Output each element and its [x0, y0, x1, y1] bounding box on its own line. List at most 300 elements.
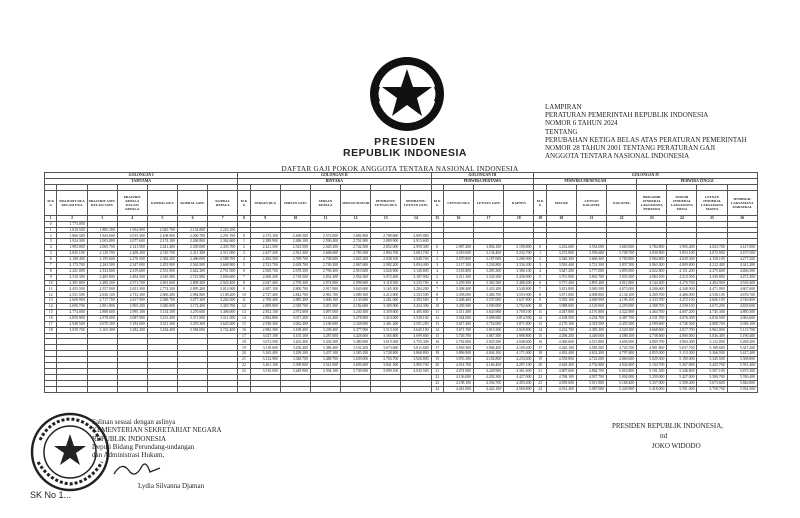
salary-cell: 3.532.200 — [341, 345, 371, 351]
salary-cell: 3.461.200 — [371, 321, 401, 327]
salary-cell: 4.697.600 — [546, 368, 576, 374]
salary-cell: 3.190.800 — [504, 245, 534, 251]
salary-cell: 3.140.800 — [401, 268, 431, 274]
salary-cell — [57, 386, 87, 392]
salary-cell: 4.151.200 — [667, 268, 697, 274]
salary-cell: 3.383.500 — [401, 298, 431, 304]
salary-cell: 1.943.600 — [87, 233, 117, 239]
salary-cell: 3.282.200 — [117, 327, 147, 333]
salary-cell: 3.540.300 — [546, 257, 576, 263]
salary-cell: 4.422.100 — [474, 386, 504, 392]
salary-cell: 5.113.700 — [727, 327, 757, 333]
salary-cell: 3.284.200 — [401, 286, 431, 292]
salary-cell: 3.027.100 — [250, 333, 280, 339]
salary-table-wrap — [44, 172, 758, 412]
salary-cell: 5.934.500 — [727, 386, 757, 392]
salary-cell: 3.230.300 — [341, 310, 371, 316]
salary-cell: 2.557.000 — [87, 286, 117, 292]
salary-cell: 2.647.400 — [250, 280, 280, 286]
salary-cell: 4.676.300 — [667, 315, 697, 321]
salary-cell: 2.895.000 — [401, 233, 431, 239]
mkg-cell: 24 — [534, 386, 546, 392]
column-number: 3 — [87, 215, 117, 221]
mkg-cell: 11 — [534, 310, 546, 316]
column-number: 23 — [637, 215, 667, 221]
salary-cell: 5.507.100 — [697, 368, 727, 374]
salary-cell: 2.480.200 — [87, 280, 117, 286]
salary-cell: 3.278.800 — [341, 315, 371, 321]
salary-cell: 3.231.200 — [147, 315, 177, 321]
group-header: GOLONGAN I — [45, 173, 238, 179]
salary-cell: 4.228.900 — [474, 368, 504, 374]
salary-cell: 2.610.300 — [147, 274, 177, 280]
salary-cell: 4.583.500 — [576, 345, 606, 351]
salary-cell: 1.810.500 — [57, 227, 87, 233]
salary-cell: 3.485.800 — [401, 310, 431, 316]
mkg-cell: 8 — [238, 280, 250, 286]
salary-cell: 5.168.400 — [607, 380, 637, 386]
salary-cell: 2.718.500 — [280, 274, 310, 280]
salary-cell: 3.155.100 — [280, 333, 310, 339]
salary-cell: 3.537.000 — [474, 298, 504, 304]
salary-cell: 2.888.600 — [87, 310, 117, 316]
salary-cell: 2.984.800 — [177, 292, 207, 298]
salary-cell: 2.948.500 — [57, 321, 87, 327]
salary-cell: 4.890.300 — [727, 310, 757, 316]
salary-cell: 4.464.700 — [637, 310, 667, 316]
salinan-line: dan Administrasi Hukum, — [92, 451, 165, 460]
salary-cell: 3.336.200 — [504, 262, 534, 268]
salary-cell: 5.029.300 — [637, 357, 667, 363]
salary-cell: 4.726.700 — [607, 345, 637, 351]
salary-cell: 5.591.400 — [727, 363, 757, 369]
salary-cell: 2.571.700 — [117, 280, 147, 286]
salary-cell: 2.733.300 — [117, 292, 147, 298]
salary-cell: 3.749.000 — [341, 368, 371, 374]
salary-cell: 3.728.800 — [371, 351, 401, 357]
salary-cell: 4.383.300 — [576, 327, 606, 333]
salary-cell: 3.410.000 — [371, 315, 401, 321]
table-row — [45, 386, 758, 392]
salary-cell: 4.029.300 — [667, 257, 697, 263]
mkg-cell: 22 — [238, 363, 250, 369]
salary-cell: 3.072.500 — [250, 339, 280, 345]
salary-cell: 4.361.600 — [504, 368, 534, 374]
salary-cell: 3.286.900 — [504, 257, 534, 263]
rank-header: M K G — [45, 190, 57, 215]
mkg-cell: 16 — [534, 339, 546, 345]
mkg-cell: 8 — [45, 268, 57, 274]
salary-cell: 4.881.800 — [637, 345, 667, 351]
mkg-cell: 23 — [238, 368, 250, 374]
salary-cell: 2.759.300 — [280, 280, 310, 286]
mkg-cell: 20 — [238, 351, 250, 357]
salary-cell: 3.432.600 — [546, 245, 576, 251]
salary-cell: 5.427.400 — [727, 351, 757, 357]
mkg-cell: 5 — [431, 274, 443, 280]
salary-cell: 5.245.900 — [607, 386, 637, 392]
salary-cell: 2.511.000 — [208, 251, 238, 257]
salary-cell: 5.758.700 — [697, 386, 727, 392]
salary-cell: 2.874.800 — [310, 280, 340, 286]
salary-cell: 3.891.200 — [576, 280, 606, 286]
salinan-signer: Lydia Silvanna Djaman — [138, 482, 205, 490]
salary-cell: 3.963.300 — [637, 262, 667, 268]
salary-cell: 2.905.200 — [117, 304, 147, 310]
salary-cell: 4.318.500 — [576, 321, 606, 327]
mkg-cell: 15 — [431, 333, 443, 339]
salary-cell: 3.377.900 — [341, 327, 371, 333]
salary-cell: 4.472.300 — [727, 274, 757, 280]
rank-header: LETNAN DUA — [443, 190, 473, 215]
salary-cell: 3.449.900 — [280, 368, 310, 374]
mkg-cell: 10 — [534, 304, 546, 310]
column-number: 26 — [727, 215, 757, 221]
mkg-cell: 19 — [238, 345, 250, 351]
salary-cell: 4.083.100 — [637, 274, 667, 280]
mkg-cell: 15 — [238, 321, 250, 327]
salary-cell: 3.841.500 — [371, 363, 401, 369]
salary-cell: 4.072.900 — [697, 251, 727, 257]
salary-cell: 4.676.700 — [727, 292, 757, 298]
salary-cell: 3.955.300 — [443, 357, 473, 363]
salary-cell: 3.089.300 — [341, 292, 371, 298]
salary-cell: 3.596.600 — [576, 251, 606, 257]
stamp-code: SK No 1... — [30, 490, 72, 500]
salary-cell: 2.362.600 — [208, 239, 238, 245]
salary-cell: 3.072.400 — [371, 274, 401, 280]
salary-cell: 2.129.700 — [87, 251, 117, 257]
salary-cell: 3.261.100 — [250, 363, 280, 369]
mkg-cell: 6 — [238, 268, 250, 274]
rank-header: KOLONEL — [607, 190, 637, 215]
salary-cell: 2.333.600 — [87, 268, 117, 274]
salary-cell: 3.643.900 — [474, 310, 504, 316]
salary-cell: 4.213.500 — [667, 274, 697, 280]
salary-cell: 2.382.200 — [147, 257, 177, 263]
salary-cell: 2.486.000 — [177, 257, 207, 263]
mkg-cell: 21 — [238, 357, 250, 363]
salary-cell: 4.607.600 — [727, 286, 757, 292]
salary-cell: 3.309.900 — [371, 304, 401, 310]
mkg-cell: 12 — [238, 304, 250, 310]
mkg-cell: 22 — [431, 374, 443, 380]
salary-cell: 5.036.400 — [697, 333, 727, 339]
salary-cell: 2.836.600 — [208, 274, 238, 280]
salary-cell: 2.885.400 — [280, 298, 310, 304]
salary-cell: 3.331.300 — [147, 321, 177, 327]
salary-cell: 3.929.800 — [504, 327, 534, 333]
salary-cell: 2.339.000 — [177, 245, 207, 251]
salary-cell: 3.593.900 — [504, 292, 534, 298]
salary-cell: 2.419.600 — [117, 268, 147, 274]
mkg-cell: 0 — [431, 245, 443, 251]
salary-cell: 4.261.000 — [443, 386, 473, 392]
salary-cell: 3.693.600 — [341, 363, 371, 369]
salary-cell: 2.859.900 — [57, 315, 87, 321]
salary-cell: 2.494.500 — [117, 274, 147, 280]
salary-cell: 3.538.100 — [401, 315, 431, 321]
salary-cell: 4.797.600 — [607, 351, 637, 357]
garuda-emblem-icon — [368, 55, 446, 133]
salary-cell: 3.591.200 — [401, 321, 431, 327]
salary-cell: 3.590.000 — [474, 304, 504, 310]
salary-cell — [310, 386, 340, 392]
salary-cell: 3.488.400 — [504, 280, 534, 286]
salary-cell: 3.476.300 — [177, 321, 207, 327]
column-number: 21 — [576, 215, 606, 221]
salary-cell: 4.022.800 — [637, 268, 667, 274]
salary-cell: 2.045.100 — [57, 251, 87, 257]
rank-header: SERSAN DUA — [250, 190, 280, 215]
salary-cell: 5.508.400 — [667, 380, 697, 386]
rank-header: PEMBANTU LETNAN DUA — [371, 190, 401, 215]
column-number: 11 — [310, 215, 340, 221]
salary-cell: 3.019.600 — [443, 251, 473, 257]
salary-cell: 3.202.400 — [280, 339, 310, 345]
salary-cell: 2.629.200 — [310, 245, 340, 251]
salary-cell: 4.560.800 — [504, 386, 534, 392]
salary-cell: 3.757.400 — [546, 280, 576, 286]
mkg-cell: 19 — [534, 357, 546, 363]
salary-cell: 3.904.800 — [637, 257, 667, 263]
mkg-cell: 7 — [431, 286, 443, 292]
salary-cell: 3.777.000 — [576, 268, 606, 274]
salary-cell: 2.895.200 — [177, 286, 207, 292]
salary-cell: 4.212.400 — [697, 262, 727, 268]
salary-cell: 3.984.400 — [474, 345, 504, 351]
mkg-cell: 20 — [431, 363, 443, 369]
table-title: DAFTAR GAJI POKOK ANGGOTA TENTARA NASIONAL INDONESIA — [281, 165, 519, 173]
salary-cell: 4.652.200 — [576, 351, 606, 357]
salary-cell: 3.540.800 — [504, 286, 534, 292]
mkg-cell: 2 — [431, 257, 443, 263]
salary-cell: 4.492.400 — [546, 351, 576, 357]
salary-cell: 2.687.100 — [250, 286, 280, 292]
mkg-cell: 9 — [45, 274, 57, 280]
mkg-cell: 24 — [431, 386, 443, 392]
mkg-cell: 6 — [45, 257, 57, 263]
column-number: 2 — [57, 215, 87, 221]
salary-cell: 2.486.100 — [280, 239, 310, 245]
salary-cell: 3.165.400 — [250, 351, 280, 357]
salary-cell: 2.405.800 — [87, 274, 117, 280]
column-number: 22 — [607, 215, 637, 221]
salary-cell: 3.645.100 — [401, 327, 431, 333]
salary-cell: 4.134.100 — [607, 292, 637, 298]
mkg-cell: 18 — [238, 339, 250, 345]
salary-table — [44, 172, 758, 393]
salary-cell: 2.832.300 — [310, 274, 340, 280]
salary-cell: 4.746.500 — [667, 321, 697, 327]
salary-cell: 2.608.200 — [250, 274, 280, 280]
salary-cell: 2.599.700 — [280, 257, 310, 263]
column-number: 10 — [280, 215, 310, 221]
salary-cell: 1.866.500 — [57, 233, 87, 239]
salary-cell: 2.982.300 — [250, 327, 280, 333]
column-number: 13 — [371, 215, 401, 221]
mkg-cell: 0 — [238, 233, 250, 239]
salary-cell: 3.585.200 — [341, 351, 371, 357]
salary-cell: 4.340.900 — [667, 286, 697, 292]
salary-cell: 3.108.400 — [280, 327, 310, 333]
salary-cell — [177, 386, 207, 392]
salary-cell: 4.427.000 — [504, 374, 534, 380]
salary-cell: 2.077.600 — [117, 239, 147, 245]
salary-cell: 3.564.000 — [443, 315, 473, 321]
salary-cell: 4.738.600 — [637, 333, 667, 339]
salary-cell: 4.276.700 — [667, 280, 697, 286]
salary-cell: 3.665.000 — [607, 245, 637, 251]
salinan-line: Deputi Bidang Perundang-undangan — [92, 442, 195, 451]
salary-cell: 4.912.200 — [546, 386, 576, 392]
salary-cell: 4.746.800 — [727, 298, 757, 304]
mkg-cell: 19 — [431, 357, 443, 363]
salary-cell: 5.190.400 — [727, 333, 757, 339]
salary-cell: 2.809.900 — [250, 304, 280, 310]
salary-cell: 3.310.000 — [250, 368, 280, 374]
salary-cell: 2.389.900 — [250, 239, 280, 245]
salary-cell: 4.136.000 — [443, 374, 473, 380]
salary-cell: 3.867.500 — [474, 333, 504, 339]
mkg-cell: 18 — [45, 327, 57, 333]
salary-cell: 3.899.100 — [371, 368, 401, 374]
salary-cell: 4.864.700 — [576, 368, 606, 374]
salary-cell: 1.983.800 — [57, 245, 87, 251]
salary-cell: 4.406.300 — [727, 268, 757, 274]
salary-cell: 4.045.500 — [401, 368, 431, 374]
salary-cell: 3.108.200 — [208, 292, 238, 298]
lampiran-line: NOMOR 28 TAHUN 2001 TENTANG PERATURAN GAJI — [545, 144, 716, 153]
salary-cell: 4.074.900 — [443, 368, 473, 374]
salary-cell: 2.638.700 — [280, 262, 310, 268]
salary-cell: 3.358.000 — [443, 292, 473, 298]
salary-cell: 2.590.400 — [310, 239, 340, 245]
salary-cell: 4.816.500 — [697, 315, 727, 321]
salary-cell: 3.187.900 — [401, 274, 431, 280]
salary-cell: 1.773.000 — [57, 221, 87, 227]
salary-cell: 4.206.600 — [637, 286, 667, 292]
salary-cell: 3.488.700 — [310, 357, 340, 363]
mkg-cell: 3 — [431, 262, 443, 268]
rank-header: KAPTEN — [504, 190, 534, 215]
salary-cell: 3.511.500 — [208, 315, 238, 321]
salary-cell: 3.371.900 — [177, 315, 207, 321]
group-header: GOLONGAN IV — [534, 173, 758, 179]
salary-cell: 4.254.700 — [576, 315, 606, 321]
mkg-cell: 13 — [431, 321, 443, 327]
salary-cell: 3.647.800 — [504, 298, 534, 304]
mkg-cell: 4 — [431, 268, 443, 274]
salary-cell: 3.436.900 — [504, 274, 534, 280]
salary-cell: 4.406.000 — [667, 292, 697, 298]
group-header: GOLONGAN II — [238, 173, 431, 179]
rank-header: LETNAN SATU — [474, 190, 504, 215]
mkg-cell: 3 — [45, 239, 57, 245]
salary-cell: 3.250.400 — [280, 345, 310, 351]
salary-cell: 3.755.300 — [401, 339, 431, 345]
salary-cell: 2.774.300 — [147, 286, 177, 292]
salary-cell: 3.813.800 — [546, 286, 576, 292]
salary-cell: 3.639.000 — [341, 357, 371, 363]
column-number: 20 — [546, 215, 576, 221]
rank-header: LETNAN KOLONEL — [576, 190, 606, 215]
mkg-cell: 10 — [45, 280, 57, 286]
salary-cell: 2.717.700 — [87, 298, 117, 304]
mkg-cell: 11 — [45, 286, 57, 292]
salary-cell: 4.656.900 — [607, 339, 637, 345]
salary-cell: 1.954.900 — [117, 227, 147, 233]
lampiran-line: LAMPIRAN — [545, 103, 582, 111]
salary-cell: 2.291.700 — [208, 233, 238, 239]
salary-cell: 2.310.300 — [57, 274, 87, 280]
salinan-line: KEMENTERIAN SEKRETARIAT NEGARA — [92, 426, 222, 435]
column-number: 24 — [667, 215, 697, 221]
rank-header: KOPRAL SATU — [177, 190, 207, 215]
lampiran-line: PERUBAHAN KETIGA BELAS ATAS PERATURAN PEMERINTAH — [545, 135, 747, 144]
salary-cell: 2.860.200 — [147, 292, 177, 298]
column-number: 7 — [208, 215, 238, 221]
salary-cell: 3.308.400 — [443, 286, 473, 292]
salary-cell: 5.016.800 — [607, 368, 637, 374]
salary-cell: 4.008.800 — [576, 292, 606, 298]
salary-cell: 4.108.500 — [546, 315, 576, 321]
salary-cell: 2.972.600 — [280, 310, 310, 316]
salary-cell: 3.261.000 — [371, 298, 401, 304]
mkg-cell: 3 — [534, 262, 546, 268]
salary-cell: 5.087.000 — [576, 386, 606, 392]
subgroup-header: PERWIRA TINGGI — [637, 178, 758, 184]
salary-cell: 3.758.100 — [504, 310, 534, 316]
salary-cell: 2.468.500 — [280, 233, 310, 239]
salary-cell: 3.647.200 — [546, 268, 576, 274]
salary-cell: 2.411.300 — [177, 251, 207, 257]
salary-cell: 4.044.100 — [474, 351, 504, 357]
mkg-cell: 18 — [431, 351, 443, 357]
salary-cell: 3.782.600 — [443, 339, 473, 345]
salary-cell: 2.208.200 — [117, 251, 147, 257]
salary-cell: 3.187.000 — [474, 257, 504, 263]
salary-cell: 4.191.800 — [576, 310, 606, 316]
salary-cell: 4.387.700 — [607, 315, 637, 321]
salary-cell: 3.135.600 — [341, 298, 371, 304]
salary-cell: 2.894.700 — [371, 251, 401, 257]
salary-cell: 3.408.400 — [443, 298, 473, 304]
salary-cell: 5.427.000 — [667, 374, 697, 380]
salary-cell: 3.905.400 — [667, 245, 697, 251]
salary-cell: 3.070.800 — [443, 257, 473, 263]
salary-cell: 4.817.700 — [667, 327, 697, 333]
salary-cell: 4.073.000 — [607, 286, 637, 292]
salary-cell: 4.471.000 — [697, 286, 727, 292]
salary-cell: 3.238.400 — [310, 327, 340, 333]
salary-cell: 3.283.300 — [474, 268, 504, 274]
salary-cell: 2.523.500 — [280, 245, 310, 251]
salary-cell: 3.666.300 — [576, 257, 606, 263]
signature-line1: PRESIDEN REPUBLIK INDONESIA, — [612, 422, 724, 430]
salary-cell: 4.668.600 — [637, 327, 667, 333]
salary-cell: 4.472.100 — [667, 298, 697, 304]
salary-cell: 2.808.300 — [177, 280, 207, 286]
salary-cell: 3.094.100 — [474, 245, 504, 251]
salary-cell — [208, 386, 238, 392]
column-number: 14 — [401, 215, 431, 221]
salary-cell: 4.722.000 — [576, 357, 606, 363]
mkg-cell: 13 — [238, 310, 250, 316]
salary-cell: 3.190.600 — [310, 321, 340, 327]
mkg-cell: 7 — [45, 262, 57, 268]
salary-cell: 4.588.100 — [607, 333, 637, 339]
